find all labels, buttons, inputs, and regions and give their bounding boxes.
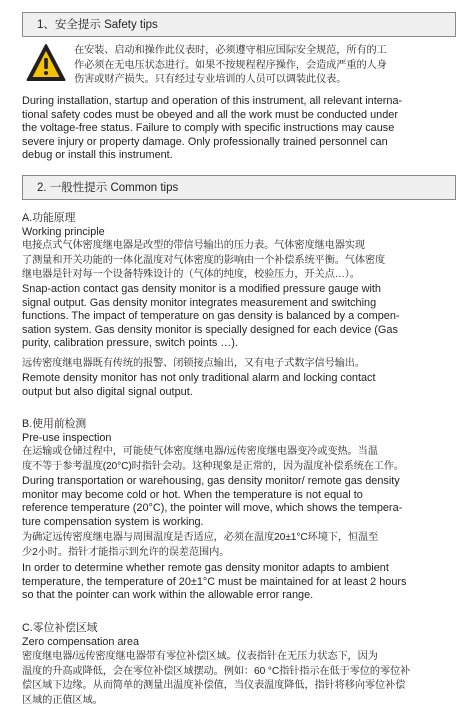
- section-b-text-cn-2: 为确定远传密度继电器与周围温度是否适应，必须在温度20±1°C环境下，恒温至 少2小时。指针才能指示到允许的误差范围内。: [22, 532, 379, 558]
- section-c-heading-en: Zero compensation area: [22, 636, 140, 648]
- section-a-heading-en: Working principle: [22, 226, 105, 238]
- section-b-text-en-2: In order to determine whether remote gas density monitor adapts to ambient temperature, the temperature of 20±1°C must be maintained for at least 2 hours so that the pointer can work within the allowable error range.: [22, 562, 407, 601]
- section-a-heading-cn: A.功能原理: [22, 212, 76, 224]
- warning-triangle-icon: [26, 43, 66, 83]
- section-a-text-cn-1: 电接点式气体密度继电器是改型的带信号输出的压力表。气体密度继电器实现 了测量和开关功能的一体化温度对气体密度的影响由一个补偿系统平衡。气体密度 继电器是针对每一个设备特殊设计的（气体的纯度，校验压力，开关点…）。: [22, 240, 386, 281]
- section-b-heading-en: Pre-use inspection: [22, 432, 112, 444]
- safety-tips-title: 1、安全提示 Safety tips: [37, 19, 158, 31]
- common-tips-header: [22, 175, 456, 200]
- section-c-text-cn-1: 密度继电器/远传密度继电器带有零位补偿区域。仪表指针在无压力状态下，因为 温度的升高或降低，会在零位补偿区域摆动。例如：60 °C指针指示在低于零位的零位补 偿区域下边缘。从而简单的测量出温度补偿值，当仪表温度降低，指针将移向零位补偿 区域的正值区域。: [22, 651, 411, 706]
- section-a-text-en-1: Snap-action contact gas density monitor is a modified pressure gauge with signal output. Gas density monitor integrates measurement and switching functions. The impact of temperature on gas density is balanced by a compen- sation system. Gas density monitor is specially designed for each device (Gas purity, calibration pressure, switch points …).: [22, 283, 400, 349]
- section-a-text-en-2: Remote density monitor has not only traditional alarm and locking contact output but also digital signal output.: [22, 372, 376, 398]
- section-c-heading-cn: C.零位补偿区域: [22, 622, 98, 634]
- safety-text-en: During installation, startup and operation of this instrument, all relevant interna- tional safety codes must be obeyed and all the work must be conducted under the voltage-free status. Failure to comply with specific instructions may cause severe injury or property damage. Only professionally trained personnel can debug or install this instrument.: [22, 95, 403, 161]
- section-b-text-cn-1: 在运输或仓储过程中，可能使气体密度继电器/远传密度继电器变冷或变热。当温 度不等于参考温度(20°C)时指针会动。这种现象是正常的，因为温度补偿系统在工作。: [22, 446, 405, 472]
- section-b-text-en-1: During transportation or warehousing, gas density monitor/ remote gas density monitor may become cold or hot. When the temperature is not equal to reference temperature (20°C), the pointer will move, which shows the tempera- ture compensation system is working.: [22, 475, 403, 528]
- safety-text-cn: 在安装、启动和操作此仪表时，必须遵守相应国际安全规范，所有的工 作必须在无电压状态进行。如果不按规程程序操作，会造成严重的人身 伤害或财产损失。只有经过专业培训的人员可以调装此仪表。: [74, 45, 387, 86]
- safety-tips-header: [22, 12, 456, 37]
- section-b-heading-cn: B.使用前检测: [22, 418, 87, 430]
- section-a-text-cn-2: 远传密度继电器既有传统的报警、闭锁接点输出，又有电子式数字信号输出。: [22, 358, 365, 369]
- common-tips-title: 2. 一般性提示 Common tips: [37, 182, 179, 194]
